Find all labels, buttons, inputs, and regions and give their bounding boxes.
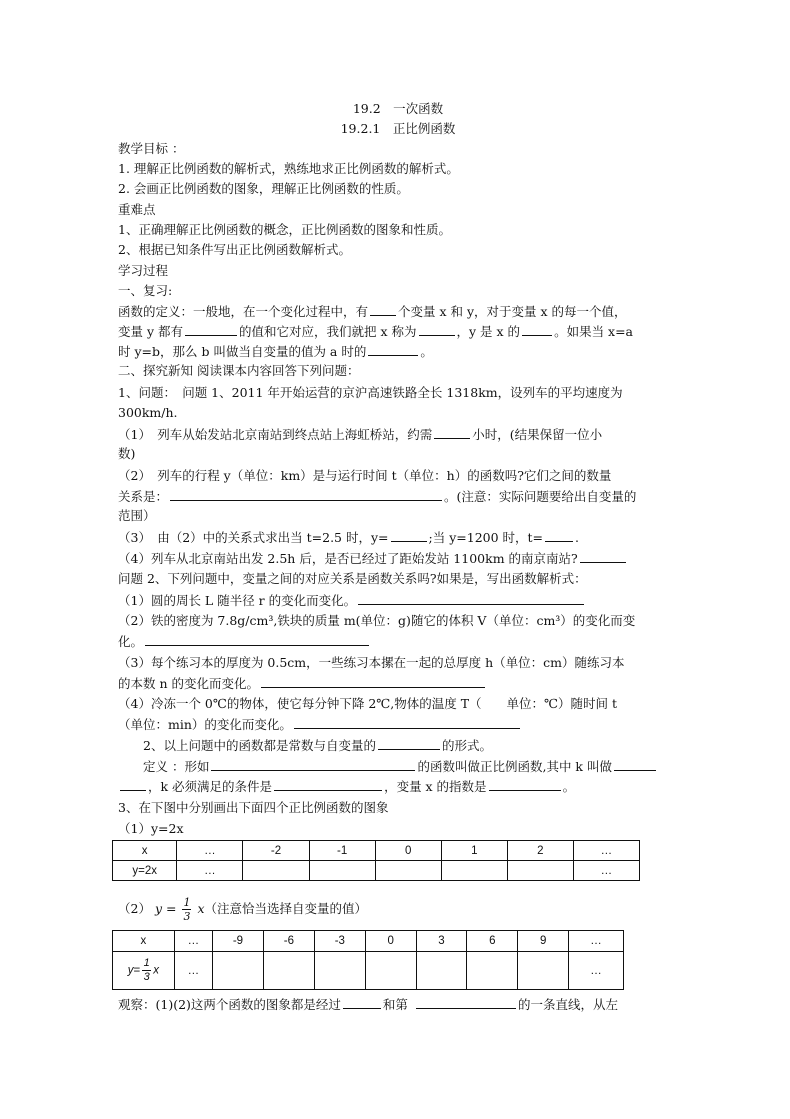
table-cell: -2 <box>243 841 309 861</box>
def2-text-e: 。 <box>562 779 576 794</box>
problem1-q3 <box>118 528 579 547</box>
table-cell: x <box>113 931 175 952</box>
table-input-cell[interactable] <box>314 952 365 990</box>
process-heading: 学习过程 <box>118 263 169 278</box>
def-text-f: 。如果当 x=a <box>554 324 634 339</box>
p2-i1-text: （1）圆的周长 L 随半径 r 的变化而变化。 <box>118 593 357 608</box>
fraction-denominator: 3 <box>143 971 150 983</box>
s2-text-b: 的形式。 <box>441 738 492 753</box>
table-cell-formula <box>113 952 175 990</box>
p2-i2b-text: 化。 <box>118 634 144 649</box>
table-input-cell[interactable] <box>243 861 309 881</box>
goals-heading: 教学目标 ： <box>118 141 185 156</box>
explore-heading: 二、探究新知 阅读课本内容回答下列问题： <box>118 363 360 378</box>
problem1-q2-cont-2: 范围） <box>118 508 156 523</box>
blank-t-value[interactable] <box>545 528 573 542</box>
table-cell: … <box>174 952 212 990</box>
table-input-cell[interactable] <box>309 861 375 881</box>
goal-item-1: 1. 理解正比例函数的解析式，熟练地求正比例函数的解析式。 <box>118 161 459 176</box>
def2-text-b: 的函数叫做正比例函数,其中 k 叫做 <box>417 759 612 774</box>
function1-label: （1）y=2x <box>118 821 184 836</box>
blank-product[interactable] <box>378 736 440 750</box>
f2-x-cell: x <box>153 964 159 977</box>
table-y-2x <box>112 840 640 881</box>
table-cell: y=2x <box>113 861 177 881</box>
blank-function[interactable] <box>522 322 552 336</box>
table-input-cell[interactable] <box>375 861 441 881</box>
table-input-cell[interactable] <box>365 952 416 990</box>
blank-function-value[interactable] <box>368 342 418 356</box>
problem2-item-2: （2）铁的密度为 7.8g/cm³,铁块的质量 m(单位：g)随它的体积 V（单位：cm³）的变化而变 <box>118 613 636 628</box>
table-cell: 1 <box>441 841 507 861</box>
fraction-one-third <box>182 897 191 922</box>
def2-text-d: ，变量 x 的指数是 <box>384 779 487 794</box>
table-cell: x <box>113 841 177 861</box>
table-row <box>113 952 624 990</box>
table-cell: … <box>177 841 243 861</box>
f2-y: y <box>154 901 162 916</box>
problem2-item-2-cont <box>118 632 371 651</box>
table-cell: -9 <box>213 931 264 952</box>
blank-k-name[interactable] <box>614 757 656 771</box>
problem2-item-4: （4）冷冻一个 0℃的物体，使它每分钟下降 2℃,物体的温度 T（ 单位：℃）随时间 t <box>118 696 618 711</box>
obs-text-c: 的一条直线，从左 <box>517 997 618 1012</box>
f2-x: x <box>197 901 205 916</box>
blank-independent-variable[interactable] <box>419 322 455 336</box>
problem2-item-1 <box>118 591 586 610</box>
review-heading: 一、复习: <box>118 283 173 298</box>
blank-variable-count[interactable] <box>370 302 396 316</box>
blank-unique[interactable] <box>185 322 237 336</box>
summary-line <box>118 736 492 755</box>
def-text-e: ，y 是 x 的 <box>456 324 521 339</box>
problem1-q2: （2） 列车的行程 y（单位：km）是与运行时间 t（单位：h）的函数吗?它们之间的数量 <box>118 468 612 483</box>
problem1-q1-cont: 数) <box>118 446 136 461</box>
f2-note: （注意恰当选择自变量的值） <box>204 901 368 916</box>
table-cell: … <box>569 952 624 990</box>
blank-form[interactable] <box>211 757 415 771</box>
blank-origin[interactable] <box>343 995 381 1009</box>
table-cell: 9 <box>518 931 569 952</box>
difficulty-item-2: 2、根据已知条件写出正比例函数解析式。 <box>118 242 351 257</box>
p2-i3b-text: 的本数 n 的变化而变化。 <box>118 676 259 691</box>
q1-text-b: 小时，(结果保留一位小 <box>472 427 603 442</box>
table-input-cell[interactable] <box>416 952 467 990</box>
problem1-intro-2: 300km/h. <box>118 405 178 420</box>
goal-item-2: 2. 会画正比例函数的图象，理解正比例函数的性质。 <box>118 181 409 196</box>
f2-eq-cell: = <box>133 964 141 977</box>
table-input-cell[interactable] <box>518 952 569 990</box>
definition-line-2 <box>118 777 575 796</box>
function-definition-line-3 <box>118 342 433 361</box>
fraction-numerator: 1 <box>143 957 150 969</box>
def-text-g: 时 y=b，那么 b 叫做当自变量的值为 a 时的 <box>118 344 367 359</box>
table-cell: … <box>573 861 639 881</box>
blank-hours[interactable] <box>434 425 470 439</box>
table-cell: … <box>174 931 212 952</box>
p2-i4b-text: （单位：min）的变化而变化。 <box>118 717 292 732</box>
def2-text-a: 定义 ：形如 <box>118 759 210 774</box>
table-cell: -1 <box>309 841 375 861</box>
observation-line <box>118 995 618 1014</box>
obs-text-a: 观察：(1)(2)这两个函数的图象都是经过 <box>118 997 341 1012</box>
fraction-one-third-cell <box>142 958 151 983</box>
function-definition-line-1 <box>118 302 627 321</box>
def-text-h: 。 <box>420 344 433 359</box>
problem1-q4 <box>118 549 628 568</box>
table-cell: 0 <box>375 841 441 861</box>
subsection-title: 19.2.1 正比例函数 <box>340 121 456 136</box>
difficulty-item-1: 1、正确理解正比例函数的概念，正比例函数的图象和性质。 <box>118 222 451 237</box>
blank-p2-2[interactable] <box>145 632 369 646</box>
q4-text-a: （4）列车从北京南站出发 2.5h 后，是否已经过了距始发站 1100km 的南京南站? <box>118 551 578 566</box>
table-cell: 2 <box>507 841 573 861</box>
q3-text-c: . <box>575 530 580 545</box>
problem1-q1 <box>118 425 602 444</box>
problem1-q2-cont <box>118 487 636 506</box>
table-cell: … <box>569 931 624 952</box>
table-row <box>113 931 624 952</box>
problem2-item-3: （3）每个练习本的厚度为 0.5cm，一些练习本摞在一起的总厚度 h（单位：cm）随练习本 <box>118 655 625 670</box>
fraction-numerator: 1 <box>183 896 191 909</box>
section-title: 19.2 一次函数 <box>352 101 444 116</box>
blank-k-condition[interactable] <box>274 777 382 791</box>
table-input-cell[interactable] <box>467 952 518 990</box>
table-row <box>113 841 640 861</box>
obs-text-b: 和第 <box>382 997 408 1012</box>
table-y-third-x <box>112 930 624 990</box>
table-cell: 3 <box>416 931 467 952</box>
def2-text-c: ，k 必须满足的条件是 <box>148 779 273 794</box>
blank-k-name-cont[interactable] <box>120 777 146 791</box>
def-text-c: 变量 y 都有 <box>118 324 184 339</box>
q2-text-b: 关系是： <box>118 489 169 504</box>
difficulty-heading: 重难点 <box>118 202 156 217</box>
table-cell: -6 <box>263 931 314 952</box>
fraction-denominator: 3 <box>183 910 191 923</box>
def-text-a: 函数的定义：一般地，在一个变化过程中，有 <box>118 304 369 319</box>
blank-passed[interactable] <box>580 549 626 563</box>
q1-text-a: （1） 列车从始发站北京南站到终点站上海虹桥站，约需 <box>118 427 433 442</box>
blank-exponent[interactable] <box>489 777 561 791</box>
blank-relation[interactable] <box>170 487 442 501</box>
blank-quadrants[interactable] <box>416 995 516 1009</box>
function2-label <box>118 896 367 922</box>
table-cell: -3 <box>314 931 365 952</box>
blank-y-value[interactable] <box>391 528 427 542</box>
table-cell: 0 <box>365 931 416 952</box>
q3-text-b: ;当 y=1200 时，t= <box>428 530 544 545</box>
task3-heading: 3、在下图中分别画出下面四个正比例函数的图象 <box>118 800 389 815</box>
function-definition-line-2 <box>118 322 633 341</box>
table-cell: … <box>573 841 639 861</box>
table-cell: … <box>177 861 243 881</box>
f2-eq: = <box>165 901 177 916</box>
problem2-item-4-cont <box>118 715 522 734</box>
blank-p2-1[interactable] <box>358 591 584 605</box>
table-input-cell[interactable] <box>507 861 573 881</box>
blank-p2-4[interactable] <box>294 715 520 729</box>
table-row <box>113 861 640 881</box>
blank-p2-3[interactable] <box>261 674 485 688</box>
q3-text-a: （3） 由（2）中的关系式求出当 t=2.5 时，y= <box>118 530 389 545</box>
def-text-b: 个变量 x 和 y，对于变量 x 的每一个值， <box>398 304 627 319</box>
table-cell: 6 <box>467 931 518 952</box>
def-text-d: 的值和它对应，我们就把 x 称为 <box>239 324 417 339</box>
problem2-intro: 问题 2、下列问题中，变量之间的对应关系是函数关系吗?如果是，写出函数解析式： <box>118 571 587 586</box>
problem2-item-3-cont <box>118 674 487 693</box>
f2-prefix: （2） <box>118 901 151 916</box>
table-input-cell[interactable] <box>213 952 264 990</box>
f2-y-cell: y <box>127 964 134 977</box>
s2-text-a: 2、以上问题中的函数都是常数与自变量的 <box>118 738 376 753</box>
q2-text-c: 。(注意：实际问题要给出自变量的 <box>444 489 637 504</box>
table-input-cell[interactable] <box>263 952 314 990</box>
definition-line <box>118 757 658 776</box>
table-input-cell[interactable] <box>441 861 507 881</box>
problem1-intro: 1、问题： 问题 1、2011 年开始运营的京沪高速铁路全长 1318km，设列车的平均速度为 <box>118 385 623 400</box>
